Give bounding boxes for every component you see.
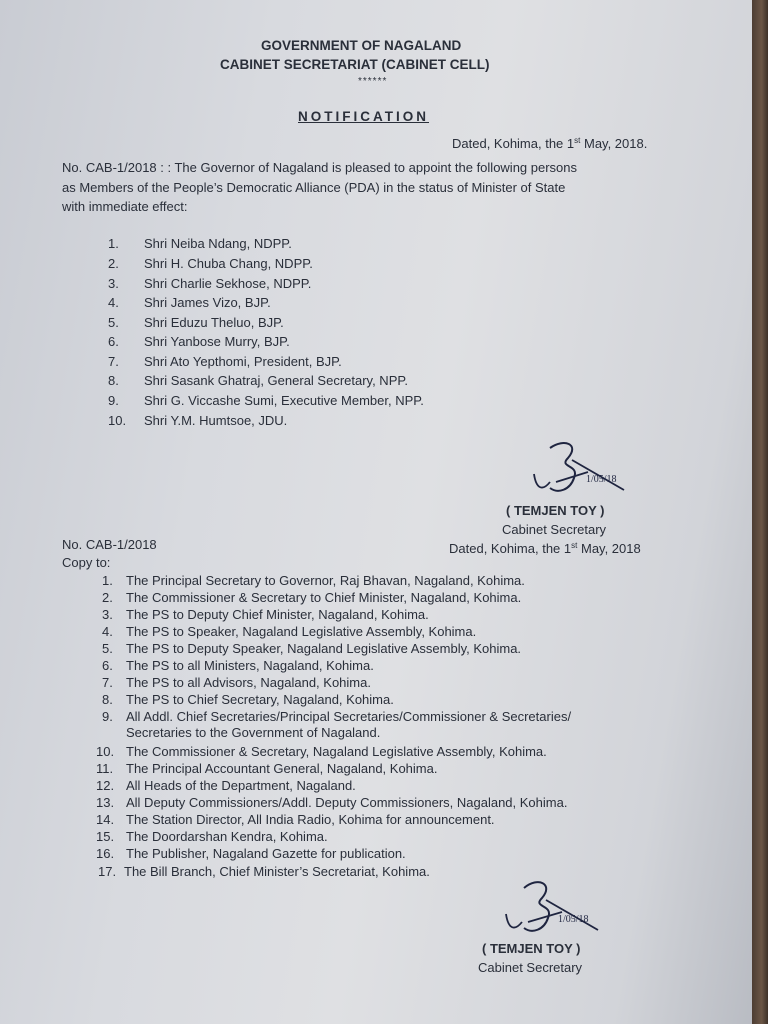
- list-item-text: The Commissioner & Secretary to Chief Minister, Nagaland, Kohima.: [126, 590, 522, 605]
- list-item-text: Shri Sasank Ghatraj, General Secretary, NPP.: [144, 373, 408, 388]
- notification-date-prefix: Dated, Kohima, the 1: [452, 136, 575, 151]
- list-item-text: Shri G. Viccashe Sumi, Executive Member, NPP.: [144, 393, 424, 408]
- list-item-number: 8.: [102, 692, 113, 707]
- list-item-number: 10.: [108, 413, 127, 428]
- table-edge: [752, 0, 768, 1024]
- list-item-text: The PS to all Ministers, Nagaland, Kohima.: [126, 658, 374, 673]
- list-item-number: 5.: [108, 315, 119, 330]
- list-item-text: Shri Neiba Ndang, NDPP.: [144, 236, 292, 251]
- list-item-text: The PS to all Advisors, Nagaland, Kohima.: [126, 675, 371, 690]
- list-item-text: The Doordarshan Kendra, Kohima.: [126, 829, 328, 844]
- list-item: [108, 236, 292, 251]
- list-item: [102, 709, 571, 724]
- notification-date-sup: st: [574, 136, 581, 145]
- list-item-number: 3.: [102, 607, 113, 622]
- copy-list: [96, 573, 656, 893]
- list-item-number: 10.: [96, 744, 115, 759]
- notification-para-line-2: as Members of the People’s Democratic Alliance (PDA) in the status of Minister of State: [62, 180, 566, 195]
- list-item: [108, 373, 408, 388]
- copy-date: [449, 541, 641, 557]
- list-item-number: 16.: [96, 846, 115, 861]
- list-item: [108, 393, 424, 408]
- list-item: [102, 692, 394, 707]
- list-item-number: 4.: [102, 624, 113, 639]
- list-item-text: Shri Eduzu Theluo, BJP.: [144, 315, 284, 330]
- list-item: [102, 725, 380, 740]
- list-item: [102, 624, 476, 639]
- list-item: [108, 276, 311, 291]
- copy-date-prefix: Dated, Kohima, the 1: [449, 541, 572, 556]
- list-item: [96, 778, 356, 793]
- list-item: [102, 641, 521, 656]
- list-item-text: The Bill Branch, Chief Minister’s Secretariat, Kohima.: [124, 864, 430, 879]
- signatory-title-2: Cabinet Secretary: [478, 960, 583, 975]
- list-item-number: 6.: [102, 658, 113, 673]
- list-item: [96, 829, 328, 844]
- list-item: [96, 795, 567, 810]
- list-item-number: 6.: [108, 334, 119, 349]
- list-item: [96, 761, 437, 776]
- list-item-text: All Deputy Commissioners/Addl. Deputy Commissioners, Nagaland, Kohima.: [126, 795, 568, 810]
- list-item-text: The Commissioner & Secretary, Nagaland Legislative Assembly, Kohima.: [126, 744, 547, 759]
- list-item-number: 4.: [108, 295, 119, 310]
- list-item-text: Shri Charlie Sekhose, NDPP.: [144, 276, 312, 291]
- notification-para-line-1: No. CAB-1/2018 : : The Governor of Nagaland is pleased to appoint the following persons: [62, 160, 578, 175]
- list-item-text: The PS to Deputy Speaker, Nagaland Legislative Assembly, Kohima.: [126, 641, 522, 656]
- list-item: [102, 658, 374, 673]
- list-item-number: 1.: [102, 573, 113, 588]
- list-item-number: 3.: [108, 276, 119, 291]
- signature-2: [500, 876, 610, 938]
- list-item-number: 9.: [108, 393, 119, 408]
- header-stars: ******: [358, 76, 388, 87]
- list-item-text: The Principal Secretary to Governor, Raj Bhavan, Nagaland, Kohima.: [126, 573, 525, 588]
- header-secretariat: CABINET SECRETARIAT (CABINET CELL): [220, 57, 490, 72]
- list-item-text: The PS to Speaker, Nagaland Legislative Assembly, Kohima.: [126, 624, 477, 639]
- signatory-name-1: ( TEMJEN TOY ): [506, 503, 605, 518]
- copy-date-sup: st: [571, 541, 578, 550]
- list-item: [102, 607, 429, 622]
- members-list: [108, 236, 508, 436]
- list-item-text: Shri Y.M. Humtsoe, JDU.: [144, 413, 288, 428]
- list-item: [108, 354, 342, 369]
- notification-date-suffix: May, 2018.: [580, 136, 648, 151]
- list-item-number: 12.: [96, 778, 115, 793]
- signatory-name-2: ( TEMJEN TOY ): [482, 941, 581, 956]
- list-item-text: Shri Yanbose Murry, BJP.: [144, 334, 290, 349]
- list-item-number: 5.: [102, 641, 113, 656]
- list-item-number: 17.: [98, 864, 117, 879]
- copy-ref: No. CAB-1/2018: [62, 537, 157, 552]
- list-item-text: The Station Director, All India Radio, Kohima for announcement.: [126, 812, 495, 827]
- list-item: [108, 315, 284, 330]
- signature-1: [528, 438, 638, 500]
- list-item-number: 7.: [108, 354, 119, 369]
- list-item-number: 7.: [102, 675, 113, 690]
- notification-date: [452, 136, 647, 152]
- list-item: [96, 812, 495, 827]
- list-item: [108, 413, 287, 428]
- list-item: [102, 590, 521, 605]
- header-government: GOVERNMENT OF NAGALAND: [261, 38, 462, 53]
- copy-to-label: Copy to:: [62, 555, 111, 570]
- list-item-text: Shri Ato Yepthomi, President, BJP.: [144, 354, 342, 369]
- signature-1-date: 1/05/18: [586, 474, 617, 485]
- list-item-number: 11.: [96, 761, 114, 776]
- list-item: [96, 744, 547, 759]
- list-item: [102, 573, 525, 588]
- list-item-text: All Heads of the Department, Nagaland.: [126, 778, 356, 793]
- list-item-text: Shri James Vizo, BJP.: [144, 295, 271, 310]
- list-item: [96, 846, 406, 861]
- list-item-number: 15.: [96, 829, 115, 844]
- list-item-number: 8.: [108, 373, 119, 388]
- signatory-title-1: Cabinet Secretary: [502, 522, 607, 537]
- list-item-text: Secretaries to the Government of Nagaland.: [126, 725, 381, 740]
- notification-para-line-3: with immediate effect:: [62, 199, 188, 214]
- list-item: [98, 864, 430, 879]
- list-item: [108, 256, 313, 271]
- list-item-number: 2.: [102, 590, 113, 605]
- list-item-text: The Publisher, Nagaland Gazette for publication.: [126, 846, 406, 861]
- list-item-text: The Principal Accountant General, Nagaland, Kohima.: [126, 761, 438, 776]
- copy-date-suffix: May, 2018: [577, 541, 641, 556]
- list-item-number: 14.: [96, 812, 115, 827]
- list-item-number: 9.: [102, 709, 113, 724]
- notification-title: NOTIFICATION: [298, 109, 429, 124]
- list-item-text: All Addl. Chief Secretaries/Principal Secretaries/Commissioner & Secretaries/: [126, 709, 572, 724]
- list-item: [102, 675, 371, 690]
- list-item-number: 2.: [108, 256, 119, 271]
- list-item: [108, 334, 290, 349]
- list-item: [108, 295, 271, 310]
- list-item-number: 1.: [108, 236, 119, 251]
- list-item-number: 13.: [96, 795, 115, 810]
- list-item-text: The PS to Chief Secretary, Nagaland, Kohima.: [126, 692, 394, 707]
- list-item-text: Shri H. Chuba Chang, NDPP.: [144, 256, 313, 271]
- list-item-text: The PS to Deputy Chief Minister, Nagaland, Kohima.: [126, 607, 429, 622]
- signature-2-date: 1/05/18: [558, 914, 589, 925]
